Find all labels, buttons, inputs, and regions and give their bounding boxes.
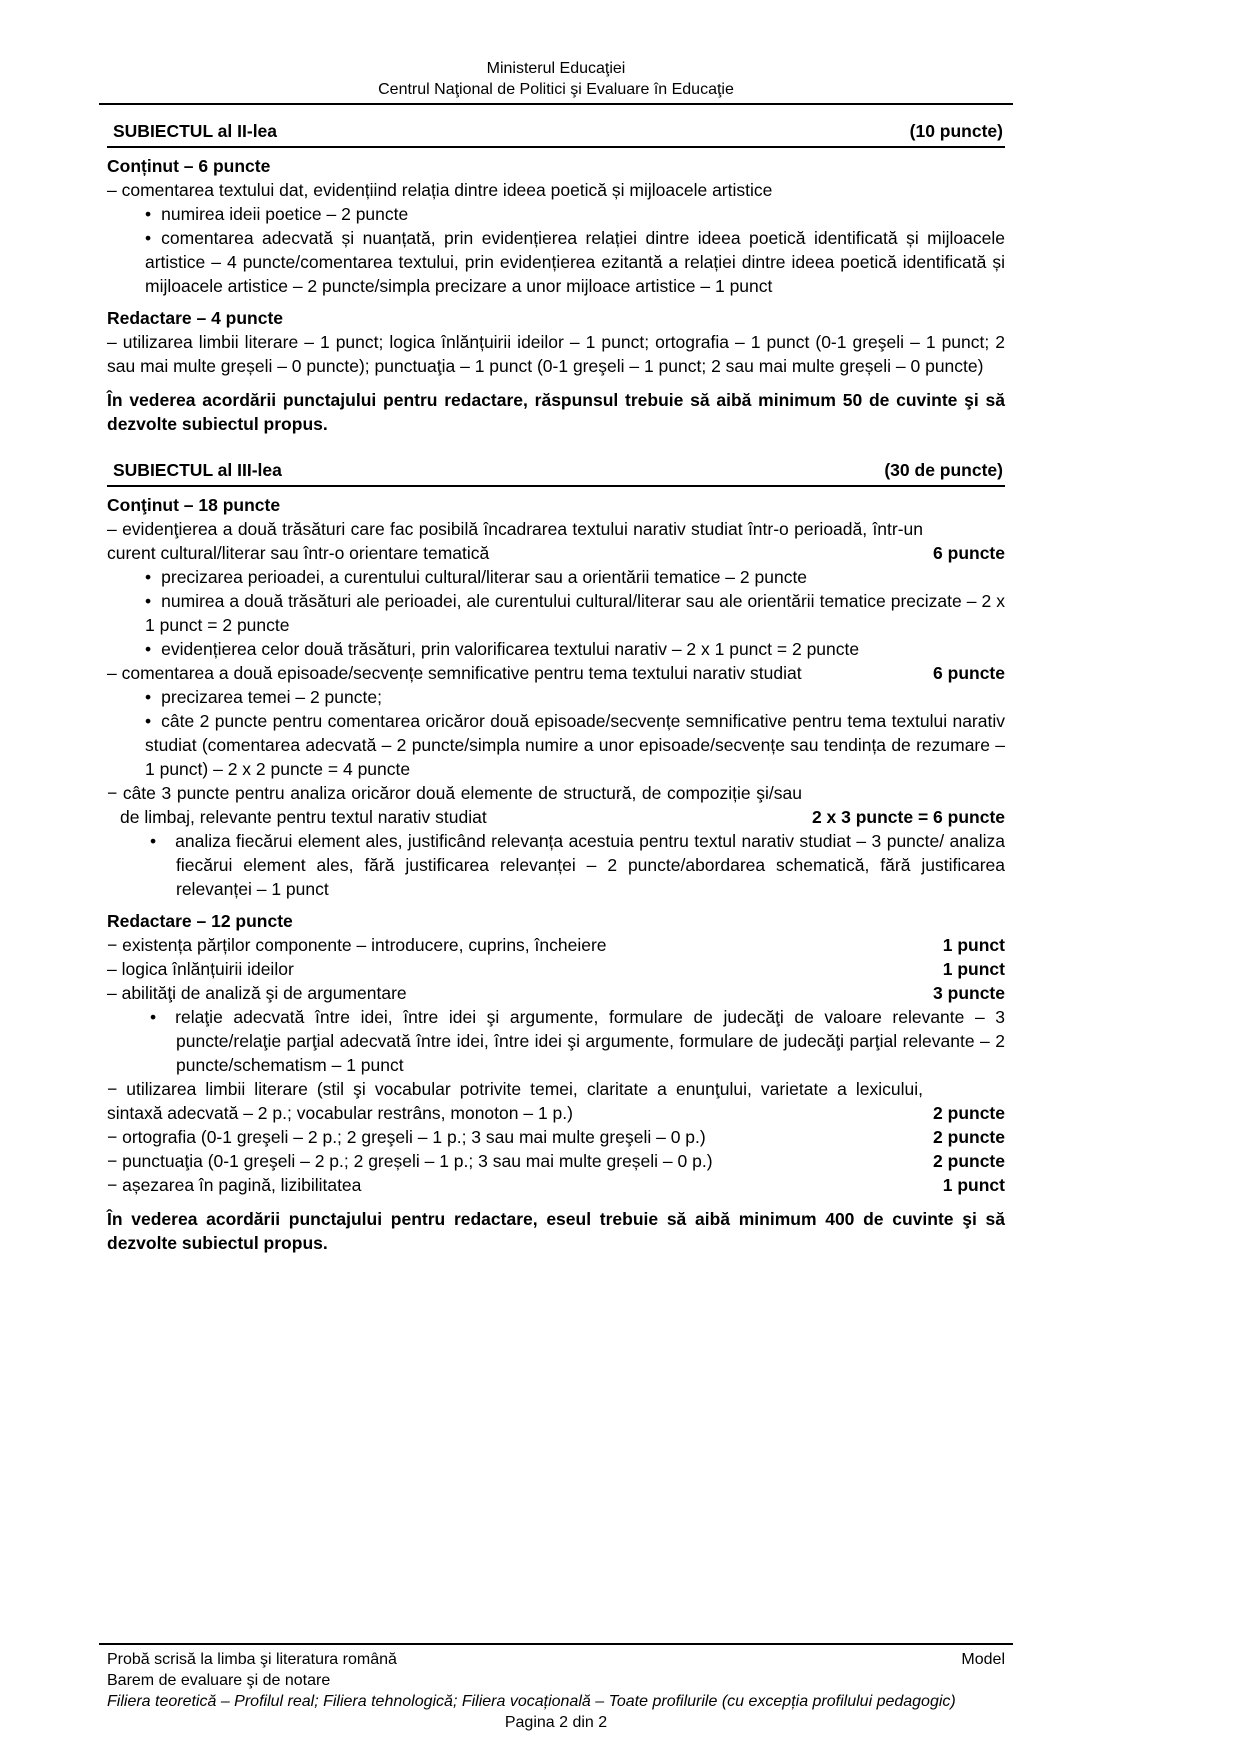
subject-2-title: SUBIECTUL al II-lea [113,121,278,141]
subject-2-intro: – comentarea textului dat, evidențiind relația dintre ideea poetică și mijloacele artistice [107,180,773,200]
criterion-text: – evidenţierea a două trăsături care fac posibilă încadrarea textului narativ studiat într-o perioadă, într-un curent cultural/literar sau într-o orientare tematică [107,519,924,563]
criterion-row [107,781,1005,829]
document-footer [107,1643,1005,1733]
criterion-text: − existența părților componente – introducere, cuprins, încheiere [107,935,607,955]
criterion-text: − câte 3 puncte pentru analiza oricăror două elemente de structură, de compoziție şi/sau de limbaj, relevante pentru textul narativ studiat [107,783,802,827]
criterion-points: 2 x 3 puncte = 6 puncte [811,807,1005,827]
doc-type: Barem de evaluare şi de notare [107,1672,331,1689]
subject-2-content-heading: Conținut – 6 puncte [107,156,271,176]
criterion-text: – comentarea a două episoade/secvențe semnificative pentru tema textului narativ studiat [107,663,802,683]
bullet-text: precizarea perioadei, a curentului cultural/literar sau a orientării tematice – 2 puncte [161,567,808,587]
criterion-text: − ortografia (0-1 greşeli – 2 p.; 2 greşeli – 1 p.; 3 sau mai multe greşeli – 0 p.) [107,1127,706,1147]
criterion-text: – abilităţi de analiză şi de argumentare [107,983,407,1003]
bullet-item [145,685,1005,709]
profiles-line: Filiera teoretică – Profilul real; Filiera tehnologică; Filiera vocațională – Toate profilurile (cu excepția profilului pedagogic) [107,1693,956,1710]
bullet-item [145,589,1005,637]
criterion-points: 6 puncte [933,663,1005,683]
bullet-text: comentarea adecvată și nuanțată, prin evidențierea relației dintre ideea poetică identificată și mijloacele artistice – 4 puncte/comentarea textului, prin evidențierea ezitantă a relației dintre ideea poetică identificată și mijloacele artistice – 2 puncte/simpla precizare a unor mijloace artistice – 1 punct [145,228,1005,296]
center-name: Centrul Naţional de Politici şi Evaluare în Educaţie [378,81,734,98]
bullet-item [145,226,1005,298]
ministry-name: Ministerul Educaţiei [486,60,626,77]
subject-2-points: (10 puncte) [909,121,1003,141]
bullet-icon: • [145,228,152,248]
subject-2-heading [107,119,1005,148]
section-subject-2 [107,119,1005,436]
criterion-text: – logica înlănțuirii ideilor [107,959,294,979]
bullet-icon: • [150,831,157,851]
bullet-item [145,565,1005,589]
bullet-text: numirea a două trăsături ale perioadei, ale curentului cultural/literar sau ale orientării tematice precizate – 2 x 1 punct = 2 puncte [145,591,1005,635]
bullet-text: analiza fiecărui element ales, justificând relevanța acestuia pentru textul narativ studiat – 3 puncte/ analiza fiecărui element ales, fără justificarea relevanței – 2 puncte/abordarea schematică, fără justificarea relevanței – 1 punct [175,831,1005,899]
page-number: Pagina 2 din 2 [504,1714,608,1731]
document-header [107,58,1005,100]
bullet-text: numirea ideii poetice – 2 puncte [161,204,409,224]
subject-3-points: (30 de puncte) [884,460,1003,480]
criterion-row [107,933,1005,957]
subject-3-redactare-heading: Redactare – 12 puncte [107,911,293,931]
subject-3-note: În vederea acordării punctajului pentru redactare, eseul trebuie să aibă minimum 400 de cuvinte şi să dezvolte subiectul propus. [107,1209,1005,1253]
bullet-text: câte 2 puncte pentru comentarea oricăror două episoade/secvențe semnificative pentru tema textului narativ studiat (comentarea adecvată – 2 puncte/simpla numire a unor episoade/secvențe sau tendința de rezumare – 1 punct) – 2 x 2 puncte = 4 puncte [145,711,1005,779]
bullet-icon: • [145,711,152,731]
criterion-text: − așezarea în pagină, lizibilitatea [107,1175,362,1195]
criterion-points: 2 puncte [933,1103,1005,1123]
criterion-row [107,981,1005,1005]
subject-3-content-heading: Conţinut – 18 puncte [107,495,281,515]
subject-2-redactare-heading: Redactare – 4 puncte [107,308,284,328]
criterion-points: 1 punct [942,935,1005,955]
bullet-item [145,202,1005,226]
bullet-icon: • [145,204,152,224]
bullet-item [145,709,1005,781]
criterion-points: 1 punct [942,959,1005,979]
bullet-text: evidențierea celor două trăsături, prin valorificarea textului narativ – 2 x 1 punct = 2 puncte [161,639,860,659]
subject-2-redactare-text: – utilizarea limbii literare – 1 punct; logica înlănțuirii ideilor – 1 punct; ortografia – 1 punct (0-1 greşeli – 1 punct; 2 sau mai multe greșeli – 0 puncte); punctuaţia – 1 punct (0-1 greşeli – 1 punct; 2 sau mai multe greșeli – 0 puncte) [107,332,1005,376]
bullet-icon: • [145,591,152,611]
bullet-icon: • [145,687,152,707]
bullet-icon: • [145,639,152,659]
criterion-row [107,1077,1005,1125]
criterion-row [107,1149,1005,1173]
criterion-points: 1 punct [942,1175,1005,1195]
criterion-row [107,1173,1005,1197]
bullet-item [150,1005,1005,1077]
criterion-points: 6 puncte [933,543,1005,563]
bullet-item [145,637,1005,661]
footer-line-1 [107,1649,1005,1670]
header-divider [99,103,1013,105]
footer-divider [99,1643,1013,1645]
criterion-points: 2 puncte [933,1127,1005,1147]
criterion-row [107,1125,1005,1149]
subject-3-heading [107,458,1005,487]
criterion-text: − utilizarea limbii literare (stil şi vocabular potrivite temei, claritate a enunţului, varietate a lexicului, sintaxă adecvată – 2 p.; vocabular restrâns, monoton – 1 p.) [107,1079,924,1123]
bullet-text: precizarea temei – 2 puncte; [161,687,382,707]
criterion-text: − punctuaţia (0-1 greşeli – 2 p.; 2 greșeli – 1 p.; 3 sau mai multe greșeli – 0 p.) [107,1151,713,1171]
variant-label: Model [961,1651,1005,1668]
bullet-item [150,829,1005,901]
criterion-row [107,517,1005,565]
criterion-row [107,661,1005,685]
subject-3-title: SUBIECTUL al III-lea [113,460,282,480]
bullet-icon: • [145,567,152,587]
criterion-points: 3 puncte [933,983,1005,1003]
bullet-text: relaţie adecvată între idei, între idei şi argumente, formulare de judecăţi de valoare relevante – 3 puncte/relaţie parţial adecvată între idei, între idei şi argumente, formulare de judecăţi parţial relevante – 2 puncte/schematism – 1 punct [175,1007,1005,1075]
exam-name: Probă scrisă la limba şi literatura română [107,1651,397,1668]
bullet-icon: • [150,1007,157,1027]
section-subject-3 [107,458,1005,1255]
criterion-row [107,957,1005,981]
subject-2-note: În vederea acordării punctajului pentru redactare, răspunsul trebuie să aibă minimum 50 de cuvinte şi să dezvolte subiectul propus. [107,390,1005,434]
criterion-points: 2 puncte [933,1151,1005,1171]
